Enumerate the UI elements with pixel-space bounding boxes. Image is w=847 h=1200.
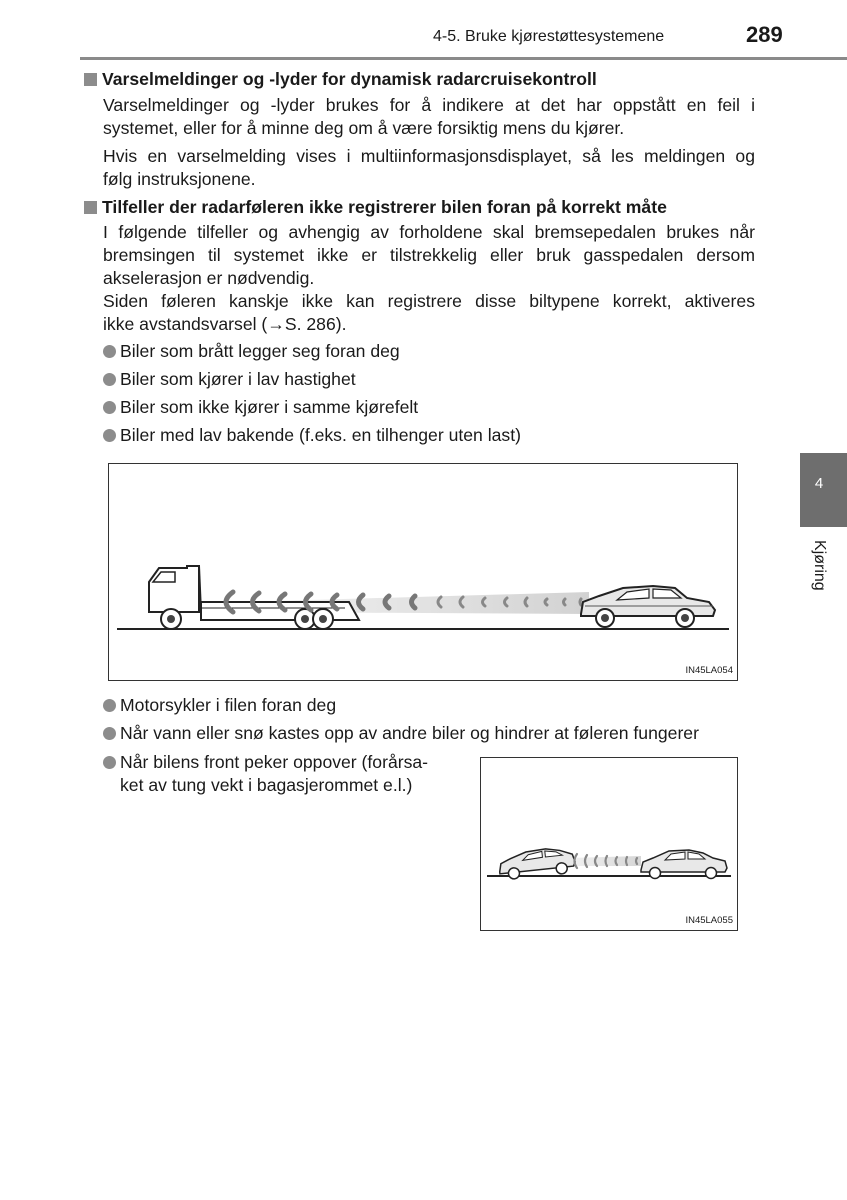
page-number: 289 [746, 22, 783, 47]
square-bullet-icon [84, 73, 97, 86]
list-item: Biler som kjører i lav hastighet [103, 368, 356, 391]
running-header-section: 4-5. Bruke kjørestøttesystemene [433, 28, 665, 45]
paragraph-line: Varselmeldinger og -lyder brukes for å indikere at det har oppstått en feil i [103, 95, 755, 115]
paragraph-line: systemet, eller for å minne deg om å være forsiktig mens du kjører. [103, 118, 625, 138]
bullet-dot-icon [103, 429, 116, 442]
chapter-label: Kjøring [811, 540, 828, 591]
bullet-dot-icon [103, 373, 116, 386]
paragraph-line: Hvis en varselmelding vises i multiinformasjonsdisplayet, så les meldingen og [103, 146, 755, 166]
figure-code: IN45LA054 [685, 665, 733, 676]
heading-text: Varselmeldinger og -lyder for dynamisk radarcruisekontroll [102, 69, 597, 89]
figure-nose-up-car-radar [480, 757, 738, 931]
header-rule [80, 57, 847, 60]
chapter-tab [800, 453, 847, 527]
list-item: Biler med lav bakende (f.eks. en tilhenger uten last) [103, 424, 521, 447]
list-item: Biler som ikke kjører i samme kjørefelt [103, 396, 418, 419]
list-item: Biler som brått legger seg foran deg [103, 340, 400, 363]
bullet-dot-icon [103, 727, 116, 740]
figure-code: IN45LA055 [685, 915, 733, 926]
paragraph-line: akselerasjon er nødvendig. [103, 268, 315, 288]
figure-truck-trailer-radar [108, 463, 738, 681]
paragraph-line: ikke avstandsvarsel (→S. 286). [103, 314, 347, 334]
bullet-dot-icon [103, 401, 116, 414]
list-item: Motorsykler i filen foran deg [103, 694, 336, 717]
list-item: Når vann eller snø kastes opp av andre biler og hindrer at føleren fungerer [103, 722, 699, 745]
paragraph-line: bremsingen til systemet ikke er tilstrekkelig eller bruk gasspedalen dersom [103, 245, 755, 265]
paragraph-line: Siden føleren kanskje ikke kan registrere disse biltypene korrekt, aktiveres [103, 291, 755, 311]
section-heading-radar-limitations [84, 196, 667, 219]
square-bullet-icon [84, 201, 97, 214]
paragraph-line: følg instruksjonene. [103, 169, 256, 189]
truck-trailer-illustration [109, 464, 737, 680]
bullet-dot-icon [103, 345, 116, 358]
list-item: Når bilens front peker oppover (forårsa- ket av tung vekt i bagasjerommet e.l.) [103, 751, 463, 797]
heading-text: Tilfeller der radarføleren ikke registrerer bilen foran på korrekt måte [102, 197, 667, 217]
bullet-dot-icon [103, 756, 116, 769]
chapter-number: 4 [814, 475, 824, 492]
bullet-dot-icon [103, 699, 116, 712]
cars-illustration [481, 758, 737, 930]
paragraph-line: I følgende tilfeller og avhengig av forholdene skal bremsepedalen brukes når [103, 222, 755, 242]
section-heading-warning-messages [84, 68, 597, 91]
